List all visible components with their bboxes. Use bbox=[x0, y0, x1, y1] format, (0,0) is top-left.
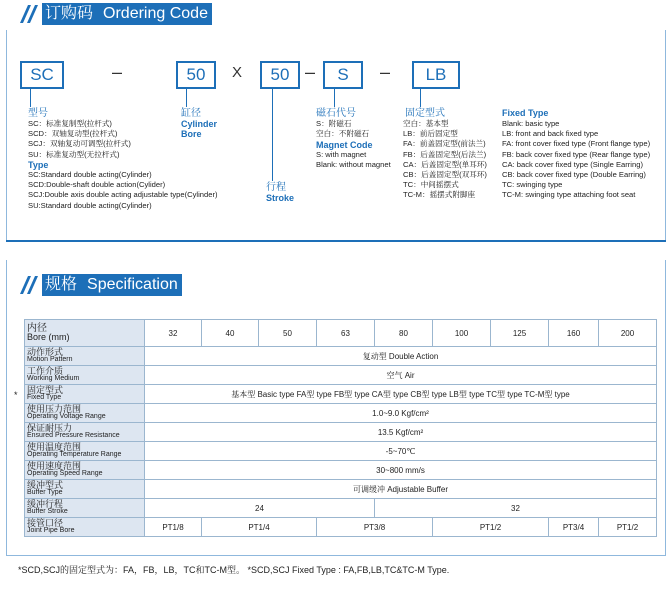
spec-row-fixed bbox=[25, 385, 657, 404]
row-header-en: Operating Voltage Range bbox=[27, 413, 106, 420]
port-value: PT1/4 bbox=[202, 518, 317, 537]
row-header-cn: 内径 bbox=[27, 323, 47, 334]
row-header-cn: 使用压力范围 bbox=[27, 404, 82, 414]
spec-row-speed bbox=[25, 461, 657, 480]
fixed-cn-line: LB：前后固定型 bbox=[403, 129, 458, 139]
bore-en-label-2: Bore bbox=[181, 129, 202, 139]
bore-value: 160 bbox=[549, 320, 599, 347]
row-header-cn: 使用温度范围 bbox=[27, 442, 82, 452]
row-header-en: Buffer Type bbox=[27, 489, 63, 496]
type-cn-line: SCD：双轴复动型(拉杆式) bbox=[28, 129, 118, 139]
fixed-en-line: TC-M: swinging type attaching foot seat bbox=[502, 190, 636, 200]
type-cn-line: SCJ：双轴复动可调型(拉杆式) bbox=[28, 139, 131, 149]
bore-value: 100 bbox=[433, 320, 491, 347]
frame2-left-line bbox=[6, 260, 7, 555]
buffer-stroke-value: 24 bbox=[145, 499, 375, 518]
magnet-cn-list bbox=[316, 119, 369, 139]
type-code-box: SC bbox=[20, 61, 64, 89]
row-header-en: Operating Speed Range bbox=[27, 470, 103, 477]
bore-cn-label: 缸径 bbox=[181, 108, 201, 119]
type-cn-line: SC：标准复制型(拉杆式) bbox=[28, 119, 112, 128]
spec-row-medium bbox=[25, 366, 657, 385]
footnote: *SCD,SCJ的固定型式为：FA，FB，LB，TC和TC-M型。 *SCD,SCJ Fixed Type : FA,FB,LB,TC&TC-M Type. bbox=[18, 565, 450, 575]
type-en-list bbox=[28, 170, 218, 211]
row-header-en: Fixed Type bbox=[27, 394, 62, 401]
magnet-leader-line bbox=[334, 89, 335, 107]
row-header-bore bbox=[25, 320, 145, 347]
row-header-cn: 固定型式 bbox=[27, 385, 64, 395]
row-header-temperature bbox=[25, 442, 145, 461]
port-value: PT1/8 bbox=[145, 518, 202, 537]
fixed-en-line: CA: back cover fixed type (Single Earring) bbox=[502, 159, 643, 169]
bore-code-box: 50 bbox=[176, 61, 216, 89]
row-header-ens-pressure bbox=[25, 423, 145, 442]
frame2-right-line bbox=[665, 260, 666, 555]
row-header-cn: 使用速度范围 bbox=[27, 461, 82, 471]
row-header-en: Motion Pattern bbox=[27, 356, 73, 363]
row-header-en: Joint Pipe Bore bbox=[27, 527, 75, 534]
row-header-medium bbox=[25, 366, 145, 385]
magnet-en-title: Magnet Code bbox=[316, 140, 373, 150]
row-header-speed bbox=[25, 461, 145, 480]
ens-pressure-value: 13.5 Kgf/cm² bbox=[145, 423, 657, 442]
port-value: PT1/2 bbox=[433, 518, 549, 537]
bore-value: 125 bbox=[491, 320, 549, 347]
stroke-en-label: Stroke bbox=[266, 193, 295, 203]
frame-left-line bbox=[6, 30, 7, 240]
fixed-type-star: * bbox=[14, 390, 18, 400]
type-en-line: SCD:Double-shaft double action(Cylider) bbox=[28, 180, 166, 190]
fixed-en-line: FA: front cover fixed type (Front flange type) bbox=[502, 139, 651, 149]
spec-row-bore bbox=[25, 320, 657, 347]
port-value: PT3/4 bbox=[549, 518, 599, 537]
bore-value: 50 bbox=[259, 320, 317, 347]
temperature-value: -5~70℃ bbox=[145, 442, 657, 461]
spec-row-temperature bbox=[25, 442, 657, 461]
ordering-title-cn: 订购码 bbox=[45, 5, 94, 22]
magnet-cn-title: 磁石代号 bbox=[316, 108, 356, 119]
frame-bottom-line bbox=[6, 240, 666, 242]
row-header-en: Working Medium bbox=[27, 375, 80, 382]
magnet-cn-line: S：附磁石 bbox=[316, 119, 352, 128]
type-en-line: SC:Standard double acting(Cylinder) bbox=[28, 170, 152, 179]
row-header-en: Ensured Pressure Resistance bbox=[27, 432, 120, 439]
fixed-cn-list bbox=[403, 119, 487, 201]
ordering-code-title bbox=[42, 3, 212, 25]
bore-value: 63 bbox=[317, 320, 375, 347]
separator-dash-2: – bbox=[305, 62, 316, 82]
stroke-code-box: 50 bbox=[260, 61, 300, 89]
type-cn-title: 型号 bbox=[28, 108, 48, 119]
fixed-en-line: TC: swinging type bbox=[502, 180, 563, 190]
slash-decoration-icon bbox=[18, 274, 40, 296]
fixed-cn-line: CA：后盖固定型(单耳环) bbox=[403, 159, 487, 169]
fixed-code-box: LB bbox=[412, 61, 460, 89]
bore-value: 32 bbox=[145, 320, 202, 347]
bore-leader-line bbox=[186, 89, 187, 107]
motion-value: 复动型 Double Action bbox=[145, 347, 657, 366]
ordering-title-en: Ordering Code bbox=[103, 5, 208, 22]
type-en-line: SCJ:Double axis double acting adjustable type(Cylinder) bbox=[28, 190, 218, 200]
bore-value: 80 bbox=[375, 320, 433, 347]
row-header-cn: 接管口径 bbox=[27, 518, 64, 528]
fixed-cn-line: TC-M：摇摆式附脚座 bbox=[403, 190, 476, 200]
port-value: PT1/2 bbox=[599, 518, 657, 537]
port-value: PT3/8 bbox=[317, 518, 433, 537]
fixed-cn-line: TC：中间摇摆式 bbox=[403, 180, 459, 190]
fixed-cn-line: CB：后盖固定型(双耳环) bbox=[403, 170, 487, 180]
bore-en-label-1: Cylinder bbox=[181, 119, 218, 129]
fixed-en-title: Fixed Type bbox=[502, 108, 549, 118]
row-header-buffer-stroke bbox=[25, 499, 145, 518]
fixed-cn-line: FB：后盖固定型(后法兰) bbox=[403, 149, 487, 159]
row-header-port bbox=[25, 518, 145, 537]
type-cn-line: SU：标准复动型(无拉杆式) bbox=[28, 149, 120, 159]
stroke-cn-label: 行程 bbox=[266, 182, 286, 193]
magnet-en-list bbox=[316, 150, 391, 170]
type-en-line: SU:Standard double acting(Cylinder) bbox=[28, 200, 152, 210]
specification-title bbox=[42, 274, 182, 296]
slash-decoration-icon bbox=[18, 3, 40, 25]
row-header-buffer bbox=[25, 480, 145, 499]
fixed-cn-line: FA：前盖固定型(前法兰) bbox=[403, 139, 486, 149]
row-header-cn: 缓冲行程 bbox=[27, 499, 64, 509]
spec-row-motion bbox=[25, 347, 657, 366]
fixed-en-list bbox=[502, 119, 650, 201]
fixed-cn-title: 固定型式 bbox=[405, 108, 445, 119]
fixed-en-line: FB: back cover fixed type (Rear flange type) bbox=[502, 149, 651, 159]
magnet-en-line: S: with magnet bbox=[316, 150, 367, 159]
buffer-value: 可调缓冲 Adjustable Buffer bbox=[145, 480, 657, 499]
row-header-cn: 工作介质 bbox=[27, 366, 64, 376]
frame2-bottom-line bbox=[6, 555, 666, 556]
row-header-cn: 缓冲型式 bbox=[27, 480, 64, 490]
bore-value: 200 bbox=[599, 320, 657, 347]
magnet-en-line: Blank: without magnet bbox=[316, 160, 391, 170]
row-header-en: Operating Temperature Range bbox=[27, 451, 122, 458]
spec-row-ens-pressure bbox=[25, 423, 657, 442]
medium-value: 空气 Air bbox=[145, 366, 657, 385]
buffer-stroke-value: 32 bbox=[375, 499, 657, 518]
spec-row-op-pressure bbox=[25, 404, 657, 423]
spec-row-buffer bbox=[25, 480, 657, 499]
fixed-value: 基本型 Basic type FA型 type FB型 type CA型 type CB型 type LB型 type TC型 type TC-M型 type bbox=[145, 385, 657, 404]
ordering-code-header bbox=[18, 1, 212, 27]
specification-header bbox=[18, 272, 182, 298]
speed-value: 30~800 mm/s bbox=[145, 461, 657, 480]
spec-title-cn: 规格 bbox=[45, 276, 78, 293]
row-header-fixed bbox=[25, 385, 145, 404]
type-leader-line bbox=[30, 89, 31, 107]
spec-title-en: Specification bbox=[87, 276, 178, 293]
row-header-cn: 保证耐压力 bbox=[27, 423, 73, 433]
frame-right-line bbox=[665, 30, 666, 240]
row-header-en: Bore (mm) bbox=[27, 332, 70, 342]
row-header-motion bbox=[25, 347, 145, 366]
magnet-code-box: S bbox=[323, 61, 363, 89]
fixed-cn-line: 空白：基本型 bbox=[403, 119, 449, 128]
op-pressure-value: 1.0~9.0 Kgf/cm² bbox=[145, 404, 657, 423]
bore-value: 40 bbox=[202, 320, 259, 347]
fixed-en-line: CB: back cover fixed type (Double Earring) bbox=[502, 170, 646, 180]
magnet-cn-line: 空白：不附磁石 bbox=[316, 129, 370, 139]
type-cn-list bbox=[28, 119, 131, 160]
stroke-leader-line bbox=[272, 89, 273, 181]
spec-row-buffer-stroke bbox=[25, 499, 657, 518]
row-header-en: Buffer Stroke bbox=[27, 508, 68, 515]
row-header-op-pressure bbox=[25, 404, 145, 423]
spec-row-port bbox=[25, 518, 657, 537]
fixed-leader-line bbox=[420, 89, 421, 107]
fixed-en-line: Blank: basic type bbox=[502, 119, 560, 128]
separator-times: X bbox=[232, 64, 243, 81]
row-header-cn: 动作形式 bbox=[27, 347, 64, 357]
separator-dash-1: – bbox=[112, 62, 123, 82]
fixed-en-line: LB: front and back fixed type bbox=[502, 129, 599, 139]
separator-dash-3: – bbox=[380, 62, 391, 82]
specification-table bbox=[24, 319, 657, 537]
type-en-title: Type bbox=[28, 160, 49, 170]
